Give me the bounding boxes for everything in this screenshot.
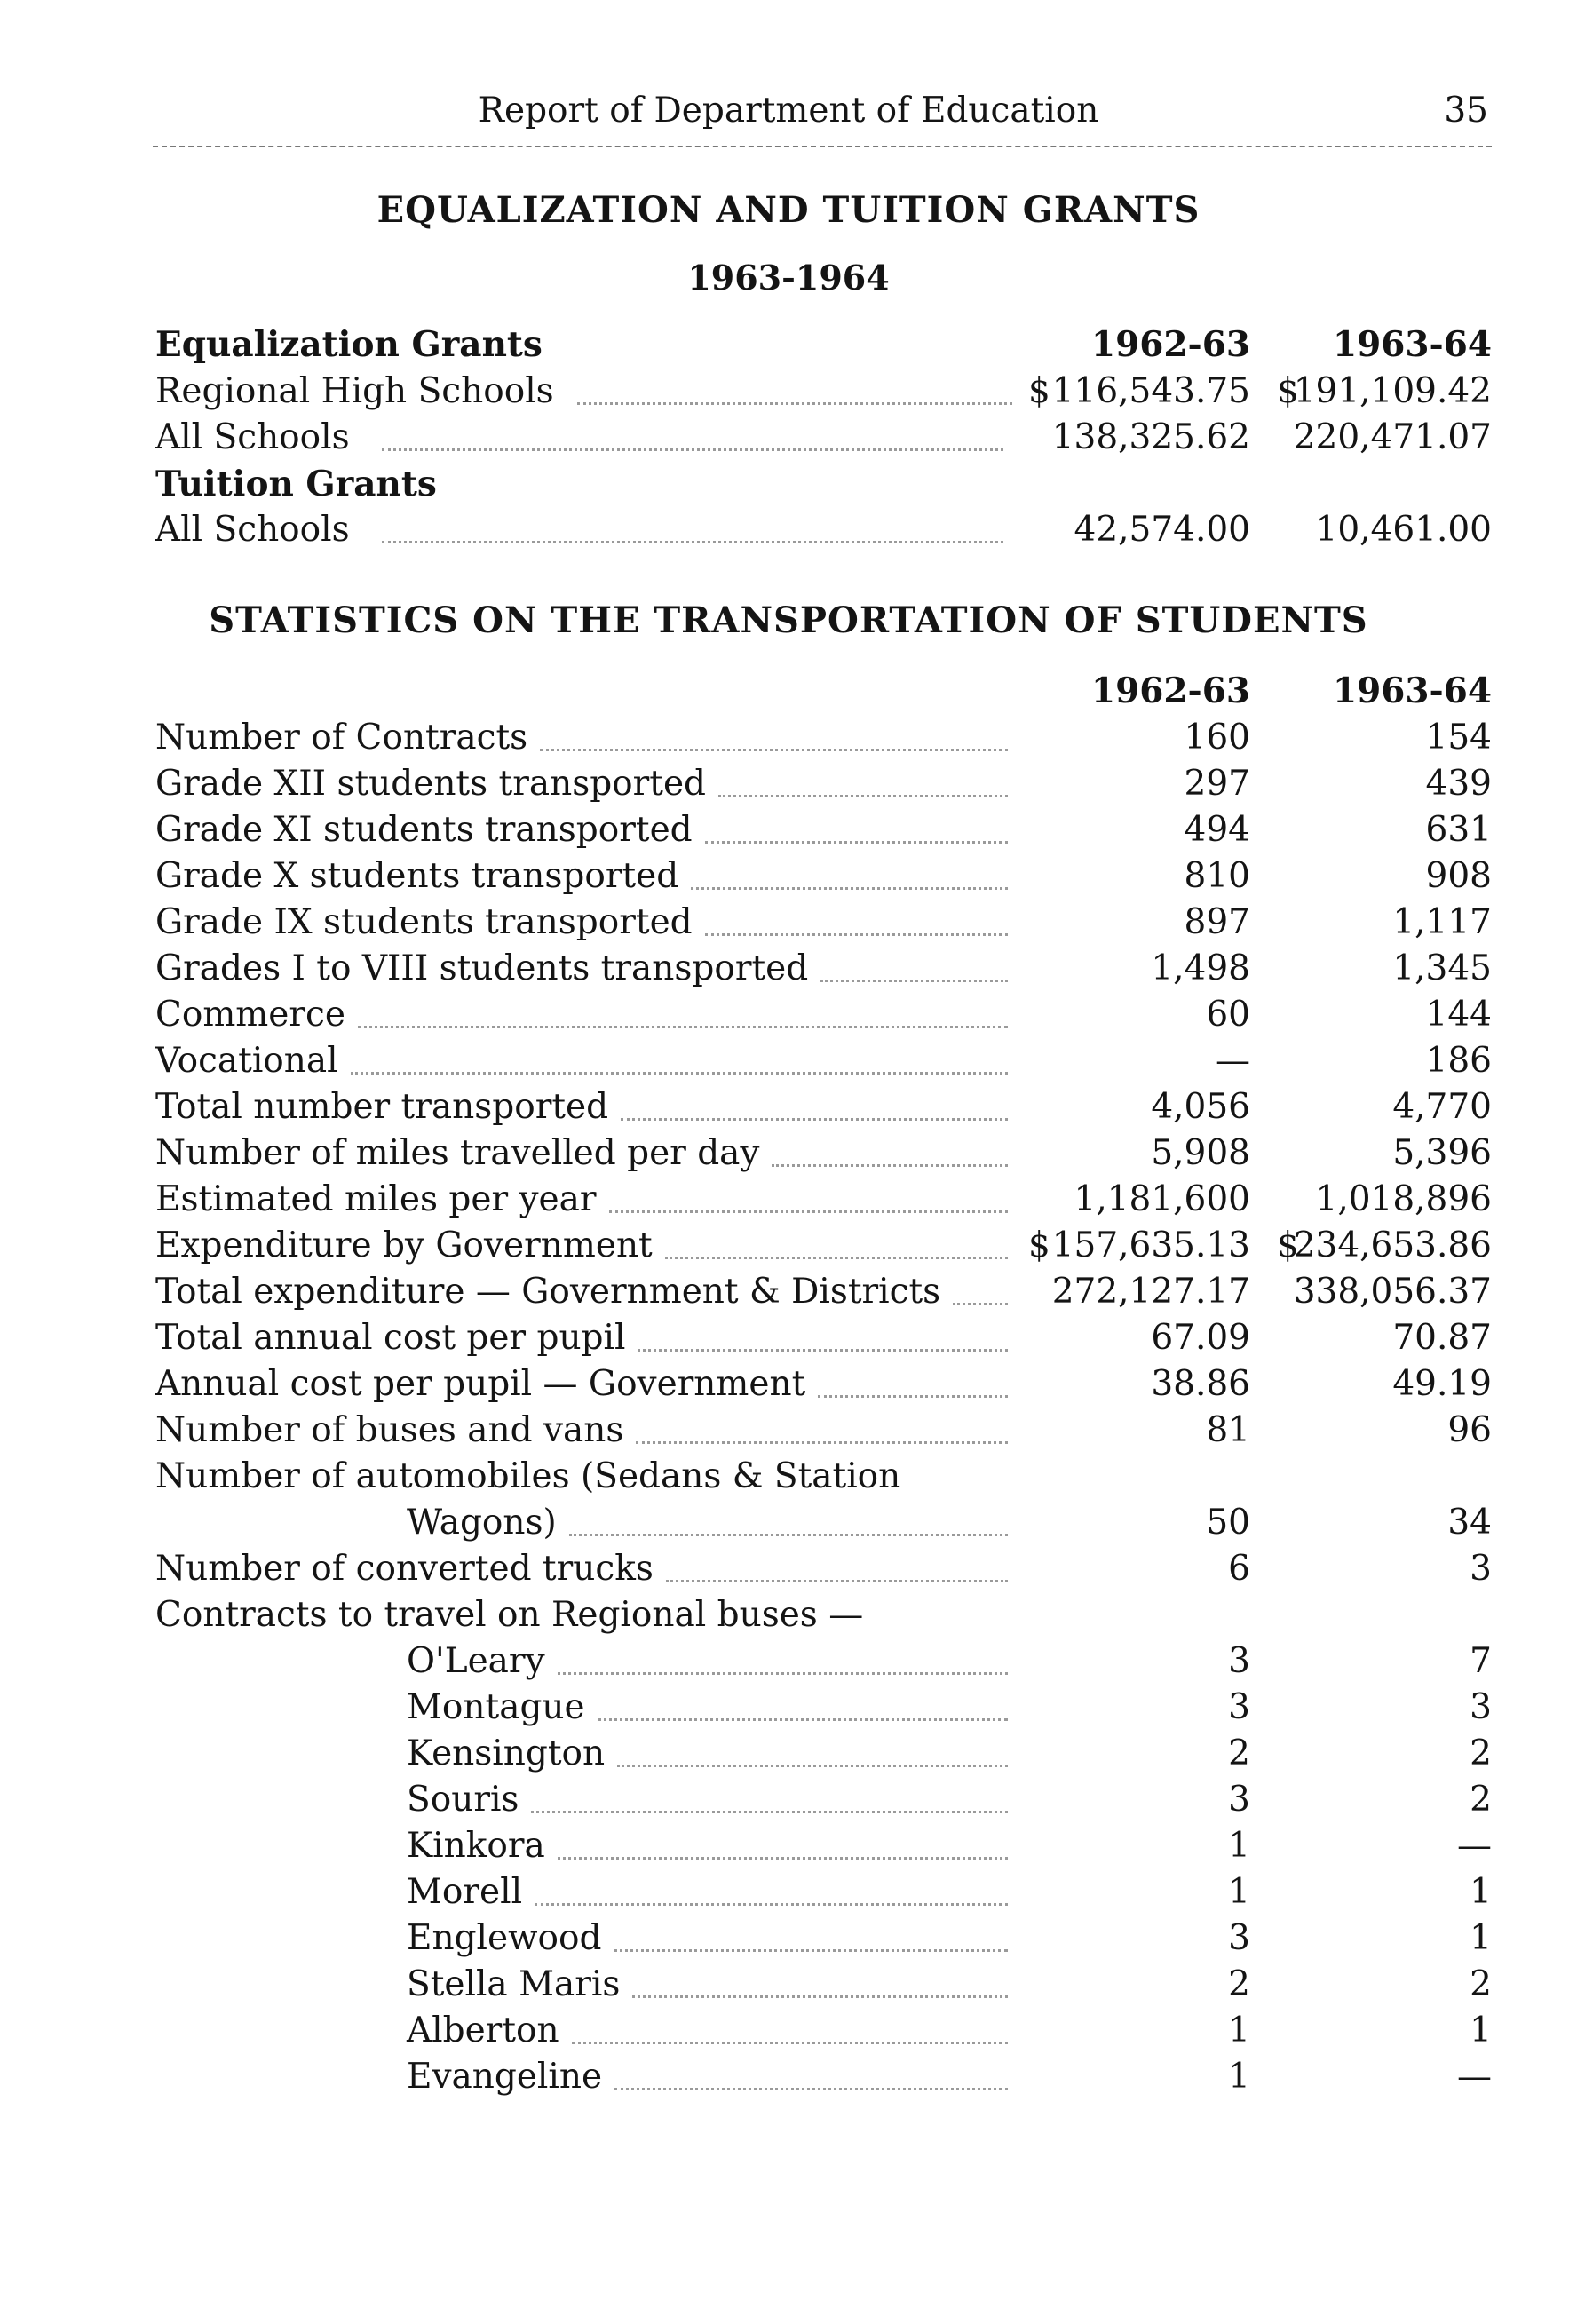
currency-symbol: $ <box>1277 371 1299 411</box>
value-1962-63: 60 <box>1206 995 1250 1035</box>
tuition-grants-heading-row <box>0 461 1577 507</box>
row-label: Grade IX students transported <box>155 902 693 942</box>
row-label: Total expenditure — Government & Districts <box>155 1272 941 1312</box>
transport-row <box>0 1454 1577 1500</box>
value-1963-64: 10,461.00 <box>1315 510 1492 550</box>
value-1962-63: 3 <box>1228 1780 1250 1820</box>
value-1962-63: 3 <box>1228 1687 1250 1727</box>
dot-leader <box>531 1811 1008 1813</box>
dot-leader <box>609 1210 1008 1213</box>
dot-leader <box>614 2088 1008 2090</box>
value-1962-63: 67.09 <box>1151 1318 1250 1358</box>
row-label: Morell <box>407 1872 523 1912</box>
value-1963-64: 338,056.37 <box>1293 1272 1492 1312</box>
currency-symbol: $ <box>1277 1225 1299 1265</box>
value-1962-63: 1 <box>1228 2057 1250 2097</box>
value-1962-63: 2 <box>1228 1964 1250 2004</box>
grants-header-row <box>0 321 1577 368</box>
value-1963-64: 3 <box>1470 1687 1492 1727</box>
dot-leader <box>535 1903 1008 1906</box>
row-label: Grade XI students transported <box>155 810 693 850</box>
dot-leader <box>666 1580 1008 1582</box>
dot-leader <box>572 2042 1008 2044</box>
dot-leader <box>558 1857 1008 1860</box>
dot-leader <box>818 1395 1008 1398</box>
transport-row <box>0 2008 1577 2054</box>
value-1963-64: 1 <box>1470 1918 1492 1958</box>
transport-row <box>0 1638 1577 1685</box>
row-label: Number of miles travelled per day <box>155 1133 760 1173</box>
value-1963-64: 186 <box>1425 1041 1492 1081</box>
grants-row <box>0 507 1577 553</box>
dot-leader <box>358 1026 1008 1028</box>
transport-row <box>0 1130 1577 1177</box>
row-label: Stella Maris <box>407 1964 621 2004</box>
dot-leader <box>598 1718 1008 1721</box>
value-1963-64: — <box>1457 2057 1492 2097</box>
row-label: O'Leary <box>407 1641 545 1681</box>
dot-leader <box>953 1303 1008 1305</box>
row-label: Number of buses and vans <box>155 1410 624 1450</box>
value-1962-63: 494 <box>1184 810 1250 850</box>
value-1963-64: 49.19 <box>1392 1364 1492 1404</box>
value-1963-64: 34 <box>1447 1503 1492 1543</box>
page-number: 35 <box>1444 91 1488 131</box>
row-label: All Schools <box>155 510 350 550</box>
value-1962-63: 297 <box>1184 764 1250 804</box>
transport-row <box>0 1777 1577 1823</box>
dot-leader <box>772 1164 1008 1167</box>
value-1962-63: 3 <box>1228 1918 1250 1958</box>
value-1963-64: 154 <box>1425 718 1492 757</box>
transport-row <box>0 807 1577 853</box>
value-1962-63: 1 <box>1228 2011 1250 2050</box>
dot-leader <box>621 1118 1008 1121</box>
value-1962-63: 81 <box>1206 1410 1250 1450</box>
row-label: Grades I to VIII students transported <box>155 948 809 988</box>
value-1963-64: 4,770 <box>1392 1087 1492 1127</box>
transport-row <box>0 1408 1577 1454</box>
grants-subtitle: 1963-1964 <box>687 258 890 297</box>
value-1962-63: 116,543.75 <box>1051 371 1250 411</box>
value-1962-63: 810 <box>1184 856 1250 896</box>
row-label: Alberton <box>407 2011 559 2050</box>
dot-leader <box>558 1672 1008 1675</box>
row-label: Montague <box>407 1687 585 1727</box>
value-1962-63: 5,908 <box>1151 1133 1250 1173</box>
row-label: Grade XII students transported <box>155 764 707 804</box>
value-1963-64: 1 <box>1470 1872 1492 1912</box>
row-label: Annual cost per pupil — Government <box>155 1364 806 1404</box>
row-label: Number of Contracts <box>155 718 528 757</box>
row-label: Englewood <box>407 1918 602 1958</box>
transport-row <box>0 1315 1577 1361</box>
dot-leader <box>617 1765 1008 1767</box>
value-1963-64: 2 <box>1470 1733 1492 1773</box>
value-1962-63: 157,635.13 <box>1051 1225 1250 1265</box>
value-1962-63: 138,325.62 <box>1051 417 1250 457</box>
transport-row <box>0 1869 1577 1916</box>
row-label: Contracts to travel on Regional buses — <box>155 1595 864 1635</box>
running-title: Report of Department of Education <box>478 91 1099 131</box>
transport-row <box>0 992 1577 1038</box>
value-1963-64: — <box>1457 1826 1492 1866</box>
dot-leader <box>351 1072 1008 1075</box>
transport-col1-heading: 1962-63 <box>1090 670 1250 711</box>
transport-row <box>0 2054 1577 2100</box>
value-1962-63: 2 <box>1228 1733 1250 1773</box>
value-1962-63: 38.86 <box>1151 1364 1250 1404</box>
transport-row <box>0 1592 1577 1638</box>
transport-col2-heading: 1963-64 <box>1332 670 1492 711</box>
dot-leader <box>569 1534 1008 1536</box>
value-1963-64: 70.87 <box>1392 1318 1492 1358</box>
dot-leader <box>382 541 1003 543</box>
dot-leader <box>665 1257 1008 1259</box>
grants-title: EQUALIZATION AND TUITION GRANTS <box>376 189 1201 231</box>
value-1962-63: — <box>1216 1041 1250 1081</box>
row-label: Estimated miles per year <box>155 1179 597 1219</box>
transport-row <box>0 1177 1577 1223</box>
value-1963-64: 1,345 <box>1392 948 1492 988</box>
row-label: Grade X students transported <box>155 856 679 896</box>
value-1962-63: 160 <box>1184 718 1250 757</box>
row-label: Kinkora <box>407 1826 545 1866</box>
dot-leader <box>718 795 1008 797</box>
row-label: Vocational <box>155 1041 338 1081</box>
value-1962-63: 3 <box>1228 1641 1250 1681</box>
transport-row <box>0 1546 1577 1592</box>
value-1963-64: 439 <box>1425 764 1492 804</box>
value-1963-64: 908 <box>1425 856 1492 896</box>
dot-leader <box>540 749 1008 751</box>
value-1963-64: 7 <box>1470 1641 1492 1681</box>
row-label: Number of converted trucks <box>155 1549 654 1589</box>
header-rule <box>153 146 1492 147</box>
value-1962-63: 272,127.17 <box>1051 1272 1250 1312</box>
row-label: Total number transported <box>155 1087 609 1127</box>
value-1963-64: 96 <box>1447 1410 1492 1450</box>
value-1963-64: 2 <box>1470 1964 1492 2004</box>
transport-header-row <box>0 668 1577 714</box>
row-label: All Schools <box>155 417 350 457</box>
value-1962-63: 1 <box>1228 1872 1250 1912</box>
grants-row <box>0 415 1577 461</box>
grants-col2-heading: 1963-64 <box>1332 324 1492 365</box>
value-1962-63: 6 <box>1228 1549 1250 1589</box>
transport-row <box>0 1084 1577 1130</box>
currency-symbol: $ <box>1028 371 1050 411</box>
value-1962-63: 50 <box>1206 1503 1250 1543</box>
dot-leader <box>632 1995 1008 1998</box>
transport-row <box>0 715 1577 761</box>
value-1963-64: 5,396 <box>1392 1133 1492 1173</box>
transport-row <box>0 761 1577 807</box>
value-1962-63: 1,498 <box>1151 948 1250 988</box>
grants-col1-heading: 1962-63 <box>1090 324 1250 365</box>
row-label: Number of automobiles (Sedans & Station <box>155 1456 901 1496</box>
transport-row <box>0 853 1577 900</box>
transport-title: STATISTICS ON THE TRANSPORTATION OF STUDENTS <box>209 599 1368 641</box>
value-1962-63: 1,181,600 <box>1074 1179 1250 1219</box>
row-label: Kensington <box>407 1733 606 1773</box>
dot-leader <box>691 887 1008 890</box>
row-label: Regional High Schools <box>155 371 554 411</box>
tuition-grants-heading: Tuition Grants <box>155 464 437 504</box>
value-1963-64: 144 <box>1425 995 1492 1035</box>
value-1963-64: 1,018,896 <box>1315 1179 1492 1219</box>
row-label: Souris <box>407 1780 519 1820</box>
dot-leader <box>577 402 1012 405</box>
value-1963-64: 191,109.42 <box>1293 371 1492 411</box>
value-1963-64: 1,117 <box>1392 902 1492 942</box>
value-1962-63: 4,056 <box>1151 1087 1250 1127</box>
transport-row <box>0 1223 1577 1269</box>
dot-leader <box>705 933 1008 936</box>
dot-leader <box>614 1949 1008 1952</box>
transport-row <box>0 1038 1577 1084</box>
row-label: Commerce <box>155 995 345 1035</box>
value-1963-64: 2 <box>1470 1780 1492 1820</box>
row-label: Expenditure by Government <box>155 1225 653 1265</box>
value-1962-63: 1 <box>1228 1826 1250 1866</box>
dot-leader <box>638 1349 1008 1352</box>
transport-row <box>0 1731 1577 1777</box>
transport-row <box>0 1823 1577 1869</box>
transport-row <box>0 1269 1577 1315</box>
grants-row <box>0 369 1577 415</box>
transport-row <box>0 1962 1577 2008</box>
transport-row <box>0 900 1577 946</box>
transport-row <box>0 1916 1577 1962</box>
dot-leader <box>636 1441 1008 1444</box>
transport-row <box>0 1685 1577 1731</box>
currency-symbol: $ <box>1028 1225 1050 1265</box>
value-1963-64: 1 <box>1470 2011 1492 2050</box>
dot-leader <box>820 980 1008 982</box>
transport-row <box>0 1500 1577 1546</box>
equalization-grants-heading: Equalization Grants <box>155 324 543 365</box>
value-1963-64: 631 <box>1425 810 1492 850</box>
value-1962-63: 42,574.00 <box>1074 510 1250 550</box>
value-1963-64: 220,471.07 <box>1293 417 1492 457</box>
row-label: Wagons) <box>407 1503 557 1543</box>
row-label: Evangeline <box>407 2057 603 2097</box>
transport-row <box>0 946 1577 992</box>
row-label: Total annual cost per pupil <box>155 1318 626 1358</box>
value-1962-63: 897 <box>1184 902 1250 942</box>
value-1963-64: 234,653.86 <box>1293 1225 1492 1265</box>
dot-leader <box>705 841 1008 844</box>
running-header <box>0 84 1577 138</box>
transport-row <box>0 1361 1577 1408</box>
value-1963-64: 3 <box>1470 1549 1492 1589</box>
dot-leader <box>382 448 1003 451</box>
